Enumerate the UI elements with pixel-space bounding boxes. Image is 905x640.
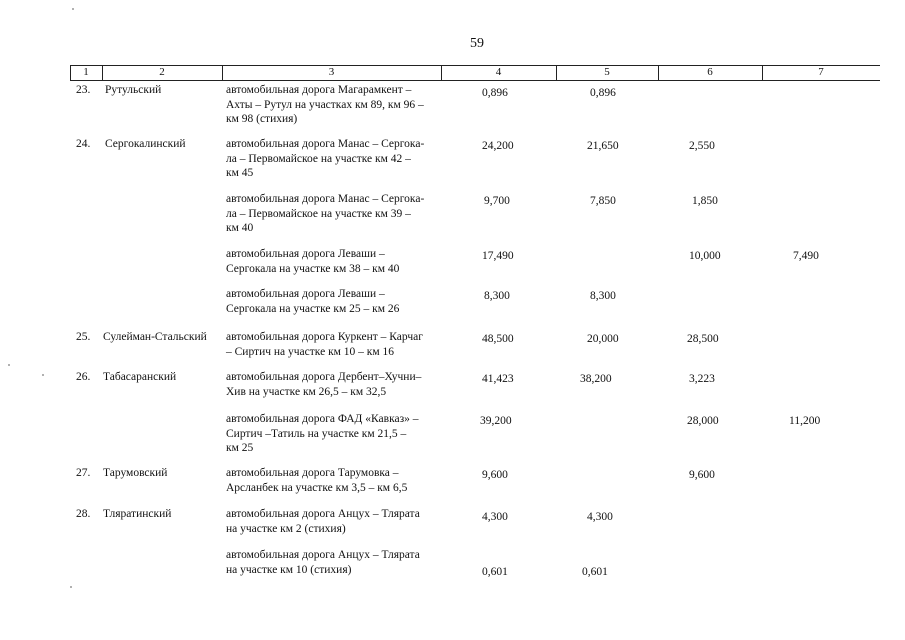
scan-speck [8, 364, 10, 366]
row-number: 24. [76, 138, 91, 150]
scan-speck [70, 586, 72, 588]
col6-value: 2,550 [689, 140, 715, 152]
road-description: автомобильная дорога Анцух – Тлярата на участке км 10 (стихия) [226, 549, 420, 576]
col4-value: 0,896 [482, 87, 508, 99]
column-header: 2 [159, 66, 165, 78]
road-description: автомобильная дорога Анцух – Тлярата на участке км 2 (стихия) [226, 508, 420, 535]
column-header: 7 [818, 66, 824, 78]
col4-value: 8,300 [484, 290, 510, 302]
col5-value: 38,200 [580, 373, 612, 385]
col5-value: 0,896 [590, 87, 616, 99]
col4-value: 48,500 [482, 333, 514, 345]
col7-value: 7,490 [793, 250, 819, 262]
col4-value: 4,300 [482, 511, 508, 523]
district-name: Табасаранский [103, 371, 177, 383]
scan-speck [72, 8, 74, 10]
col6-value: 9,600 [689, 469, 715, 481]
row-number: 28. [76, 508, 91, 520]
district-name: Тляратинский [103, 508, 172, 520]
col5-value: 0,601 [582, 566, 608, 578]
column-header: 5 [604, 66, 610, 78]
col4-value: 9,600 [482, 469, 508, 481]
col5-value: 20,000 [587, 333, 619, 345]
col5-value: 4,300 [587, 511, 613, 523]
district-name: Тарумовский [103, 467, 168, 479]
district-name: Рутульский [105, 84, 162, 96]
col6-value: 28,500 [687, 333, 719, 345]
column-header: 4 [495, 66, 502, 78]
road-description: автомобильная дорога Магарамкент – Ахты – Рутул на участках км 89, км 96 – км 98 (стихия) [226, 84, 424, 125]
row-number: 27. [76, 467, 91, 479]
row-number: 23. [76, 84, 91, 96]
column-header: 1 [83, 66, 89, 78]
col4-value: 0,601 [482, 566, 508, 578]
road-description: автомобильная дорога Леваши – Сергокала на участке км 38 – км 40 [226, 248, 400, 275]
road-description: автомобильная дорога Манас – Сергока- ла – Первомайское на участке км 42 – км 45 [226, 138, 425, 179]
page-number: 59 [470, 36, 484, 51]
col5-value: 21,650 [587, 140, 619, 152]
col4-value: 41,423 [482, 373, 514, 385]
col4-value: 39,200 [480, 415, 512, 427]
row-number: 25. [76, 331, 91, 343]
col6-value: 3,223 [689, 373, 715, 385]
col6-value: 10,000 [689, 250, 721, 262]
road-description: автомобильная дорога Манас – Сергока- ла – Первомайское на участке км 39 – км 40 [226, 193, 425, 234]
district-name: Сергокалинский [105, 138, 186, 150]
row-number: 26. [76, 371, 91, 383]
column-header: 3 [328, 66, 335, 78]
col5-value: 7,850 [590, 195, 616, 207]
col6-value: 28,000 [687, 415, 719, 427]
col4-value: 24,200 [482, 140, 514, 152]
col6-value: 1,850 [692, 195, 718, 207]
col4-value: 9,700 [484, 195, 510, 207]
col5-value: 8,300 [590, 290, 616, 302]
column-header: 6 [707, 66, 713, 78]
road-description: автомобильная дорога Тарумовка – Арсланбек на участке км 3,5 – км 6,5 [226, 467, 408, 494]
header-bottom-border [70, 80, 880, 81]
col4-value: 17,490 [482, 250, 514, 262]
road-description: автомобильная дорога ФАД «Кавказ» – Сиртич –Татиль на участке км 21,5 – км 25 [226, 413, 419, 454]
scan-speck [42, 374, 44, 376]
col7-value: 11,200 [789, 415, 821, 427]
road-description: автомобильная дорога Дербент–Хучни– Хив на участке км 26,5 – км 32,5 [226, 371, 422, 398]
road-description: автомобильная дорога Куркент – Карчаг – Сиртич на участке км 10 – км 16 [226, 331, 423, 358]
road-description: автомобильная дорога Леваши – Сергокала на участке км 25 – км 26 [226, 288, 400, 315]
district-name: Сулейман-Стальский [103, 331, 207, 343]
